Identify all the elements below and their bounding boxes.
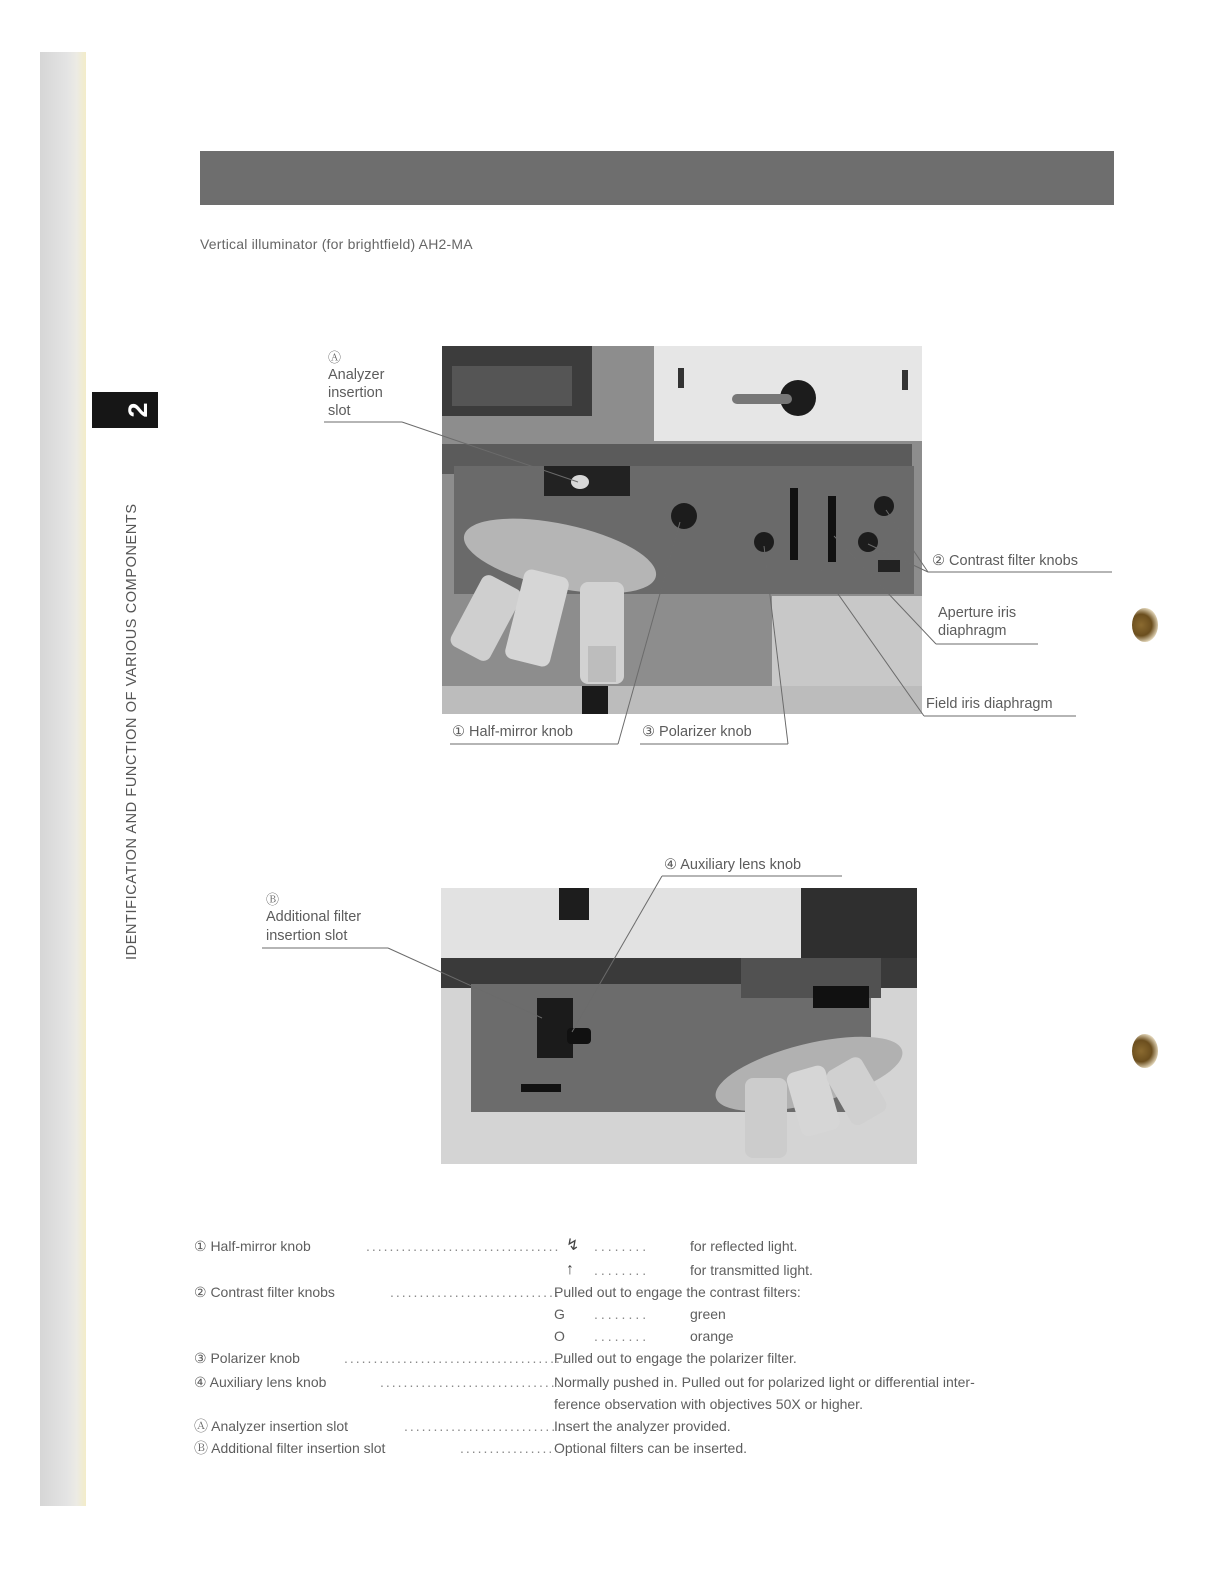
leader-dots: ......................................: [344, 1350, 568, 1366]
chapter-number: 2: [123, 402, 153, 418]
legend-desc: Insert the analyzer provided.: [554, 1418, 731, 1434]
legend-term: ④ Auxiliary lens knob: [194, 1374, 327, 1390]
header-bar: [200, 151, 1114, 205]
callout-contrast-filter: ② Contrast filter knobs: [932, 553, 1078, 569]
legend-term: ② Contrast filter knobs: [194, 1284, 335, 1300]
filter-key: G: [554, 1306, 565, 1322]
leader-dots: ........: [594, 1262, 650, 1278]
callout-aperture-line2: diaphragm: [938, 623, 1007, 639]
illuminator-photo-drawing: [442, 346, 922, 714]
reflected-light-icon: ↯: [566, 1237, 580, 1254]
chapter-title: IDENTIFICATION AND FUNCTION OF VARIOUS COMPONENTS: [124, 503, 140, 960]
legend-desc: ference observation with objectives 50X or higher.: [554, 1396, 863, 1412]
callout-additional-line2: insertion slot: [266, 928, 348, 944]
callout-auxiliary-lens: ④ Auxiliary lens knob: [664, 857, 802, 873]
callout-analyzer-line1: Analyzer: [328, 367, 385, 383]
callout-polarizer: ③ Polarizer knob: [642, 724, 752, 740]
filter-color: orange: [690, 1328, 734, 1344]
illuminator-photo: [442, 346, 922, 714]
leader-dots: .................................: [366, 1238, 561, 1254]
legend-desc: Pulled out to engage the polarizer filter.: [554, 1350, 797, 1366]
leader-dots: ...............................: [380, 1374, 563, 1390]
callout-additional-mark: Ⓑ: [266, 892, 280, 907]
callout-half-mirror: ① Half-mirror knob: [452, 724, 573, 740]
callout-additional-line1: Additional filter: [266, 909, 362, 925]
leader-dots: ................: [460, 1440, 555, 1456]
leader-dots: ........: [594, 1238, 650, 1254]
filter-color: green: [690, 1306, 726, 1322]
leader-dots: ........: [594, 1328, 650, 1344]
filter-key: O: [554, 1328, 565, 1344]
binder-edge: [40, 52, 86, 1506]
legend-term: Ⓐ Analyzer insertion slot: [194, 1418, 349, 1434]
legend-term: ③ Polarizer knob: [194, 1350, 300, 1366]
page-subtitle: Vertical illuminator (for brightfield) AH2-MA: [200, 236, 473, 252]
transmitted-light-icon: ↑: [566, 1261, 574, 1278]
callout-analyzer-line2: insertion: [328, 385, 383, 401]
punch-hole: [1132, 608, 1158, 642]
auxiliary-photo-drawing: [441, 888, 917, 1164]
callout-field-iris: Field iris diaphragm: [926, 696, 1053, 712]
legend-desc: for transmitted light.: [690, 1262, 813, 1278]
callout-aperture-line1: Aperture iris: [938, 605, 1017, 621]
auxiliary-photo: [441, 888, 917, 1164]
legend-term: Ⓑ Additional filter insertion slot: [194, 1440, 386, 1456]
leader-dots: ........: [594, 1306, 650, 1322]
legend-desc: Pulled out to engage the contrast filters:: [554, 1284, 801, 1300]
legend-desc: for reflected light.: [690, 1238, 798, 1254]
callout-analyzer-mark: Ⓐ: [328, 350, 342, 365]
callout-analyzer-line3: slot: [328, 403, 351, 419]
legend-desc: Normally pushed in. Pulled out for polarized light or differential inter-: [554, 1374, 975, 1390]
legend-desc: Optional filters can be inserted.: [554, 1440, 747, 1456]
leader-dots: ...........................: [404, 1418, 564, 1434]
legend-term: ① Half-mirror knob: [194, 1238, 311, 1254]
leader-dots: .............................: [390, 1284, 561, 1300]
punch-hole: [1132, 1034, 1158, 1068]
